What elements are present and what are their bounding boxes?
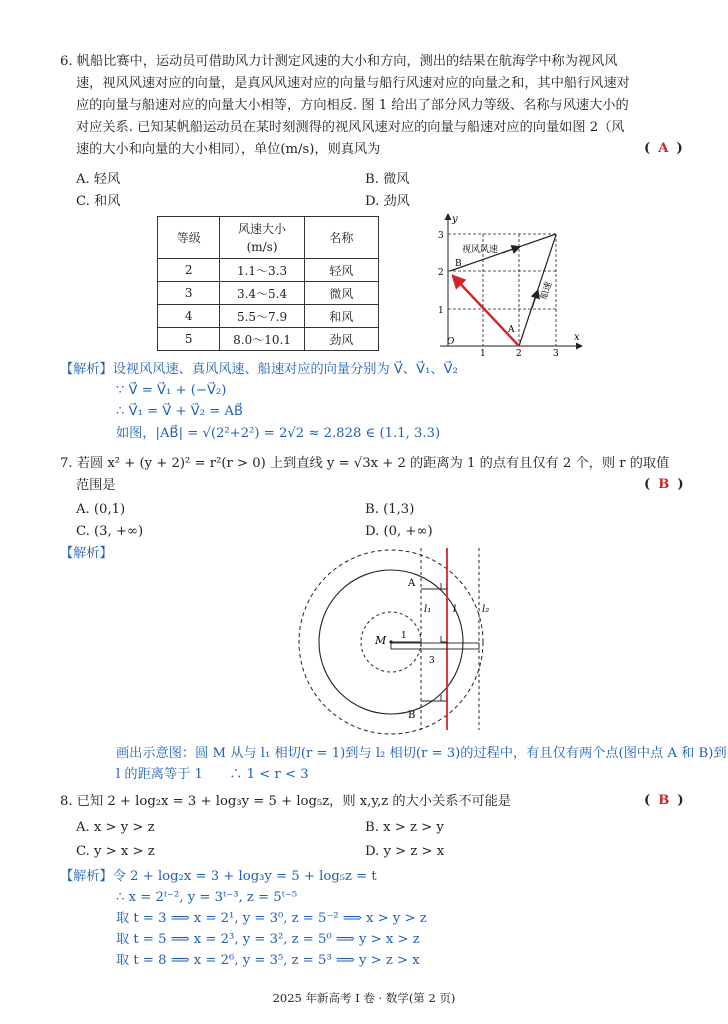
q8-line: 8. 已知 2 + log₂x = 3 + log₃y = 5 + log₅z，则 x,y,z 的大小关系不可能是 [60, 794, 512, 809]
table-cell: 3.4～5.4 [220, 282, 304, 305]
point-a-label: A [408, 578, 416, 589]
q7-answer-letter: B [658, 477, 670, 492]
x-tick-3: 3 [553, 349, 559, 358]
q8-option-a: A. x > y > z [76, 820, 155, 835]
q8-solution-text-1: 令 2 + log₂x = 3 + log₃y = 5 + log₅z = t [112, 869, 377, 884]
radius-bar [391, 643, 479, 649]
q7-option-a: A. (0,1) [76, 502, 126, 517]
q7-solution-line-2: l 的距离等于 1 ∴ 1 < r < 3 [116, 767, 309, 782]
table-cell: 微风 [304, 282, 378, 305]
q8-solution-tag: 【解析】 [60, 869, 113, 884]
table-cell: 1.1～3.3 [220, 259, 304, 282]
table-cell: 8.0～10.1 [220, 328, 304, 351]
apparent-wind-arrow [502, 247, 520, 253]
q7-answer-close: ) [677, 477, 684, 492]
q8-answer [644, 793, 684, 808]
table-header-grade: 等级 [158, 217, 220, 259]
q6-option-b: B. 微风 [365, 172, 410, 187]
q7-line-1: 7. 若圆 x² + (y + 2)² = r²(r > 0) 上到直线 y = √3x + 2 的距离为 1 的点有且仅有 2 个，则 r 的取值 [60, 456, 670, 471]
point-a-label: A [508, 325, 515, 335]
q6-solution-text-1: 设视风风速、真风风速、船速对应的向量分别为 V⃗、V⃗₁、V⃗₂ [112, 362, 458, 377]
table-cell: 轻风 [304, 259, 378, 282]
q8-solution-line-4: 取 t = 5 ⟹ x = 2³, y = 3², z = 5⁰ ⟹ y > x > z [116, 932, 420, 947]
q8-solution-line-3: 取 t = 3 ⟹ x = 2¹, y = 3⁰, z = 5⁻² ⟹ x > y > z [116, 911, 427, 926]
table-row [158, 282, 379, 305]
center-point [389, 640, 392, 643]
table-row [158, 328, 379, 351]
q7-answer-open: ( [644, 477, 651, 492]
q6-solution-tag: 【解析】 [60, 362, 113, 377]
table-cell: 4 [158, 305, 220, 328]
boat-speed-arrow [532, 290, 538, 308]
q8-answer-letter: B [658, 793, 670, 808]
l1-label: l₁ [424, 604, 432, 615]
q8-option-b: B. x > z > y [365, 820, 444, 835]
q7-line-2: 范围是 [76, 478, 116, 493]
origin-label: O [447, 337, 455, 347]
y-axis-label: y [452, 214, 458, 225]
y-tick-2: 2 [438, 268, 444, 278]
q6-solution-line-3: ∴ V⃗₁ = V⃗ + V⃗₂ = AB⃗ [116, 404, 244, 419]
point-b-label: B [455, 259, 462, 269]
q7-option-d: D. (0, +∞) [365, 524, 433, 539]
q8-solution-line-2: ∴ x = 2ᵗ⁻², y = 3ᵗ⁻³, z = 5ᵗ⁻⁵ [116, 890, 298, 905]
q8-solution-line-5: 取 t = 8 ⟹ x = 2⁶, y = 3⁵, z = 5³ ⟹ y > z > x [116, 953, 420, 968]
q6-solution-line-4: 如图，|AB⃗| = √(2²+2²) = 2√2 ≈ 2.828 ∈ (1.1, 3.3) [116, 426, 441, 441]
q6-option-d: D. 劲风 [365, 194, 410, 209]
radius-3-label: 3 [429, 656, 435, 666]
table-header-speed-label: 风速大小 [238, 221, 287, 236]
true-wind-vector [453, 276, 519, 346]
x-tick-2: 2 [516, 349, 522, 358]
table-row [158, 305, 379, 328]
table-header-speed-unit: (m/s) [246, 239, 278, 254]
q7-answer [644, 477, 684, 492]
q6-option-c: C. 和风 [76, 194, 121, 209]
q6-line-2: 速，视风风速对应的向量，是真风风速对应的向量与船行风速对应的向量之和，其中船行风速对 [76, 76, 630, 91]
q8-option-c: C. y > x > z [76, 844, 155, 859]
q6-answer-close: ) [676, 141, 683, 156]
q6-line-5: 速的大小和向量的大小相同），单位(m/s)，则真风为 [76, 142, 381, 157]
table-row [158, 259, 379, 282]
table-cell: 5 [158, 328, 220, 351]
q6-solution-line-2: ∵ V⃗ = V⃗₁ + (−V⃗₂) [116, 383, 227, 398]
y-tick-3: 3 [438, 231, 444, 241]
radius-1-label: 1 [401, 631, 407, 641]
wind-scale-table [157, 216, 379, 351]
table-header-speed [220, 217, 304, 259]
circle-figure [290, 548, 500, 738]
table-cell: 5.5～7.9 [220, 305, 304, 328]
q6-line-1: 6. 帆船比赛中，运动员可借助风力计测定风速的大小和方向，测出的结果在航海学中称为视风风 [60, 54, 618, 69]
q8-answer-close: ) [677, 793, 684, 808]
table-cell: 2 [158, 259, 220, 282]
x-axis-label: x [574, 332, 580, 343]
q7-solution-tag: 【解析】 [60, 546, 113, 561]
vector-figure [420, 208, 590, 358]
q7-option-c: C. (3, +∞) [76, 524, 144, 539]
apparent-wind-label: 视风风速 [462, 245, 499, 255]
table-cell: 和风 [304, 305, 378, 328]
q6-answer-open: ( [644, 141, 651, 156]
y-tick-1: 1 [438, 306, 444, 316]
q8-answer-open: ( [644, 793, 651, 808]
q7-solution-line-1: 画出示意图：圆 M 从与 l₁ 相切(r = 1)到与 l₂ 相切(r = 3)的过程中，有且仅有两个点(图中点 A 和 B)到 [116, 746, 727, 761]
q6-solution-line-1 [60, 360, 458, 380]
table-header-name: 名称 [304, 217, 378, 259]
q6-line-4: 对应关系. 已知某帆船运动员在某时刻测得的视风风速对应的向量与船速对应的向量如图 2（风 [76, 120, 625, 135]
table-cell: 劲风 [304, 328, 378, 351]
center-label: M [375, 634, 387, 647]
q7-option-b: B. (1,3) [365, 502, 415, 517]
q6-answer-letter: A [658, 141, 669, 156]
q8-option-d: D. y > z > x [365, 844, 445, 859]
point-b-label: B [408, 710, 416, 721]
q6-option-a: A. 轻风 [76, 172, 121, 187]
page-footer: 2025 年新高考 I 卷 · 数学(第 2 页) [272, 991, 456, 1005]
x-tick-1: 1 [480, 349, 486, 358]
q6-line-3: 应的向量与船速对应的向量大小相等，方向相反. 图 1 给出了部分风力等级、名称与风速大小的 [76, 98, 629, 113]
boat-speed-label: 船速 [539, 280, 555, 301]
table-cell: 3 [158, 282, 220, 305]
l-label: l [453, 604, 457, 615]
q8-solution-line-1 [60, 867, 377, 887]
q6-answer [644, 141, 683, 156]
l2-label: l₂ [482, 604, 490, 615]
